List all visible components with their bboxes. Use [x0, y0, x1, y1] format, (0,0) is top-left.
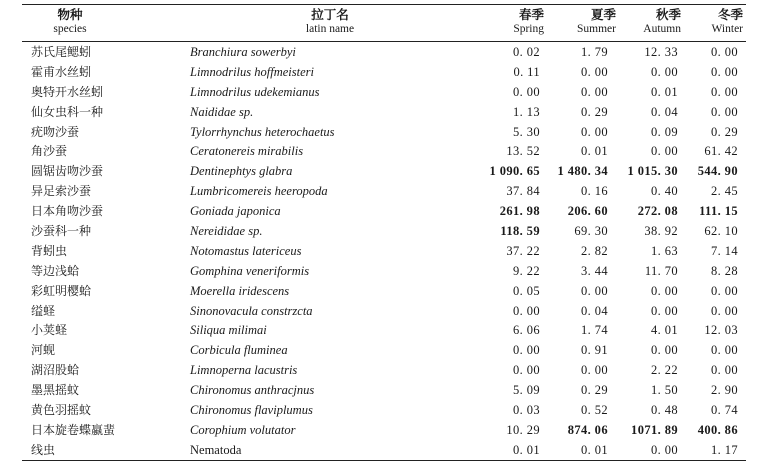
table-body [0, 42, 766, 460]
summer-value-cell: 0. 00 [581, 283, 608, 298]
spring-value-cell: 0. 05 [513, 283, 540, 298]
spring-value-cell: 0. 00 [513, 363, 540, 378]
autumn-value-cell: 0. 04 [651, 104, 678, 119]
species-cn-cell: 仙女虫科一种 [31, 104, 104, 119]
latin-name-cell: Nereididae sp. [190, 224, 263, 239]
species-cn-cell: 日本角吻沙蚕 [31, 204, 104, 219]
table-row [0, 122, 766, 142]
species-cn-cell: 异足索沙蚕 [31, 184, 92, 199]
autumn-value-cell: 0. 00 [651, 144, 678, 159]
species-cn-cell: 疣吻沙蚕 [31, 124, 80, 139]
species-cn-cell: 彩虹明樱蛤 [31, 283, 92, 298]
latin-name-cell: Dentinephtys glabra [190, 164, 293, 179]
summer-value-cell: 874. 06 [567, 422, 608, 437]
table-row [0, 281, 766, 301]
autumn-value-cell: 0. 40 [651, 184, 678, 199]
species-cn-cell: 墨黑摇蚊 [31, 383, 80, 398]
table-row [0, 201, 766, 221]
species-cn-cell: 沙蚕科一种 [31, 224, 92, 239]
autumn-value-cell: 12. 33 [644, 45, 678, 59]
table-row [0, 42, 766, 62]
latin-name-cell: Ceratonereis mirabilis [190, 144, 304, 159]
winter-value-cell: 62. 10 [704, 224, 738, 239]
autumn-value-cell: 0. 48 [651, 403, 678, 418]
table-row [0, 221, 766, 241]
spring-value-cell: 5. 30 [513, 124, 540, 139]
winter-value-cell: 61. 42 [704, 144, 738, 159]
winter-value-cell: 0. 29 [711, 124, 738, 139]
latin-name-cell: Corophium volutator [190, 422, 296, 437]
autumn-value-cell: 0. 01 [651, 84, 678, 99]
latin-name-cell: Nematoda [190, 442, 242, 457]
spring-value-cell: 37. 84 [506, 184, 540, 199]
table-row [0, 360, 766, 380]
header-autumn [623, 7, 681, 37]
autumn-value-cell: 0. 00 [651, 343, 678, 358]
bottom-rule [22, 460, 746, 461]
summer-value-cell: 0. 04 [581, 303, 608, 318]
winter-value-cell: 1. 17 [711, 442, 738, 457]
table-row [0, 161, 766, 181]
winter-value-cell: 0. 00 [711, 343, 738, 358]
latin-name-cell: Lumbricomereis heeropoda [190, 184, 328, 199]
species-cn-cell: 湖沼股蛤 [31, 363, 80, 378]
latin-name-cell: Limnodrilus udekemianus [190, 84, 320, 99]
table-row [0, 102, 766, 122]
table-row [0, 420, 766, 440]
autumn-value-cell: 0. 00 [651, 442, 678, 457]
winter-value-cell: 111. 15 [699, 204, 738, 219]
latin-name-cell: Chironomus anthracjnus [190, 383, 315, 398]
winter-value-cell: 0. 00 [711, 45, 738, 59]
spring-value-cell: 0. 02 [513, 45, 540, 59]
header-summer-cn: 夏季 [590, 7, 616, 22]
latin-name-cell: Limnodrilus hoffmeisteri [190, 64, 314, 79]
header-spring-en: Spring [513, 23, 544, 35]
species-cn-cell: 奥特开水丝蚓 [31, 84, 104, 99]
latin-name-cell: Moerella iridescens [190, 283, 290, 298]
spring-value-cell: 1. 13 [513, 104, 540, 119]
header-spring [480, 7, 544, 37]
summer-value-cell: 0. 16 [581, 184, 608, 199]
spring-value-cell: 37. 22 [506, 243, 540, 258]
latin-name-cell: Branchiura sowerbyi [190, 45, 296, 59]
summer-value-cell: 1. 74 [581, 323, 608, 338]
spring-value-cell: 10. 29 [506, 422, 540, 437]
table-row [0, 62, 766, 82]
winter-value-cell: 0. 00 [711, 303, 738, 318]
species-cn-cell: 圆锯齿吻沙蚕 [31, 164, 104, 179]
species-cn-cell: 背蚓虫 [31, 243, 68, 258]
winter-value-cell: 0. 00 [711, 84, 738, 99]
table-row [0, 241, 766, 261]
spring-value-cell: 0. 01 [513, 442, 540, 457]
spring-value-cell: 0. 00 [513, 84, 540, 99]
header-latin-en: latin name [305, 23, 355, 35]
autumn-value-cell: 2. 22 [651, 363, 678, 378]
autumn-value-cell: 272. 08 [637, 204, 678, 219]
summer-value-cell: 0. 01 [581, 144, 608, 159]
latin-name-cell: Gomphina veneriformis [190, 263, 310, 278]
summer-value-cell: 0. 00 [581, 363, 608, 378]
autumn-value-cell: 0. 09 [651, 124, 678, 139]
latin-name-cell: Notomastus latericeus [190, 243, 302, 258]
spring-value-cell: 13. 52 [506, 144, 540, 159]
header-species-cn: 物种 [57, 7, 83, 22]
summer-value-cell: 0. 01 [581, 442, 608, 457]
autumn-value-cell: 1. 63 [651, 243, 678, 258]
summer-value-cell: 0. 00 [581, 64, 608, 79]
table-row [0, 380, 766, 400]
header-winter [685, 7, 743, 37]
header-species [30, 7, 110, 37]
winter-value-cell: 0. 00 [711, 283, 738, 298]
table-row [0, 320, 766, 340]
latin-name-cell: Naididae sp. [190, 104, 254, 119]
species-cn-cell: 苏氏尾鳃蚓 [31, 45, 92, 59]
autumn-value-cell: 0. 00 [651, 283, 678, 298]
spring-value-cell: 0. 11 [513, 64, 540, 79]
autumn-value-cell: 0. 00 [651, 303, 678, 318]
winter-value-cell: 544. 90 [697, 164, 738, 179]
autumn-value-cell: 11. 70 [644, 263, 678, 278]
latin-name-cell: Tylorrhynchus heterochaetus [190, 124, 335, 139]
summer-value-cell: 0. 00 [581, 84, 608, 99]
table-row [0, 340, 766, 360]
table-row [0, 82, 766, 102]
table-row [0, 400, 766, 420]
species-cn-cell: 缢蛏 [31, 303, 56, 318]
summer-value-cell: 0. 91 [581, 343, 608, 358]
spring-value-cell: 1 090. 65 [489, 164, 540, 179]
autumn-value-cell: 38. 92 [644, 224, 678, 239]
header-latin-cn: 拉丁名 [311, 7, 349, 22]
header-latin [230, 7, 430, 37]
winter-value-cell: 400. 86 [697, 422, 738, 437]
summer-value-cell: 69. 30 [574, 224, 608, 239]
species-cn-cell: 角沙蚕 [31, 144, 68, 159]
autumn-value-cell: 4. 01 [651, 323, 678, 338]
summer-value-cell: 206. 60 [567, 204, 608, 219]
autumn-value-cell: 0. 00 [651, 64, 678, 79]
winter-value-cell: 0. 00 [711, 104, 738, 119]
species-cn-cell: 河蚬 [31, 343, 56, 358]
spring-value-cell: 9. 22 [513, 263, 540, 278]
species-cn-cell: 小荚蛏 [31, 323, 68, 338]
species-cn-cell: 霍甫水丝蚓 [31, 64, 92, 79]
header-summer [558, 7, 616, 37]
summer-value-cell: 0. 29 [581, 383, 608, 398]
winter-value-cell: 2. 45 [711, 184, 738, 199]
summer-value-cell: 0. 29 [581, 104, 608, 119]
header-autumn-cn: 秋季 [655, 7, 681, 22]
summer-value-cell: 0. 00 [581, 124, 608, 139]
spring-value-cell: 5. 09 [513, 383, 540, 398]
winter-value-cell: 0. 00 [711, 64, 738, 79]
species-cn-cell: 黄色羽摇蚊 [31, 403, 92, 418]
winter-value-cell: 12. 03 [704, 323, 738, 338]
species-cn-cell: 等边浅蛤 [31, 263, 80, 278]
species-cn-cell: 日本旋卷蝶蠃蜚 [31, 422, 116, 437]
summer-value-cell: 0. 52 [581, 403, 608, 418]
spring-value-cell: 118. 59 [500, 224, 540, 239]
winter-value-cell: 8. 28 [711, 263, 738, 278]
latin-name-cell: Corbicula fluminea [190, 343, 288, 358]
latin-name-cell: Goniada japonica [190, 204, 281, 219]
winter-value-cell: 0. 74 [711, 403, 738, 418]
table-row [0, 440, 766, 460]
autumn-value-cell: 1 015. 30 [627, 164, 678, 179]
table-row [0, 141, 766, 161]
header-autumn-en: Autumn [643, 23, 681, 35]
table-row [0, 301, 766, 321]
table-row [0, 261, 766, 281]
header-winter-en: Winter [711, 23, 743, 35]
table-row [0, 181, 766, 201]
summer-value-cell: 2. 82 [581, 243, 608, 258]
latin-name-cell: Limnoperna lacustris [190, 363, 298, 378]
summer-value-cell: 3. 44 [581, 263, 608, 278]
top-rule [22, 4, 746, 5]
spring-value-cell: 0. 03 [513, 403, 540, 418]
header-winter-cn: 冬季 [717, 7, 743, 22]
latin-name-cell: Chironomus flaviplumus [190, 403, 313, 418]
spring-value-cell: 0. 00 [513, 303, 540, 318]
spring-value-cell: 261. 98 [499, 204, 540, 219]
summer-value-cell: 1. 79 [581, 45, 608, 59]
winter-value-cell: 0. 00 [711, 363, 738, 378]
header-summer-en: Summer [577, 23, 616, 35]
spring-value-cell: 6. 06 [513, 323, 540, 338]
autumn-value-cell: 1. 50 [651, 383, 678, 398]
latin-name-cell: Sinonovacula constrzcta [190, 303, 313, 318]
latin-name-cell: Siliqua milimai [190, 323, 267, 338]
spring-value-cell: 0. 00 [513, 343, 540, 358]
autumn-value-cell: 1071. 89 [631, 422, 678, 437]
header-spring-cn: 春季 [518, 7, 544, 22]
winter-value-cell: 7. 14 [711, 243, 738, 258]
species-cn-cell: 线虫 [31, 442, 56, 457]
summer-value-cell: 1 480. 34 [557, 164, 608, 179]
winter-value-cell: 2. 90 [711, 383, 738, 398]
header-species-en: species [53, 23, 87, 35]
